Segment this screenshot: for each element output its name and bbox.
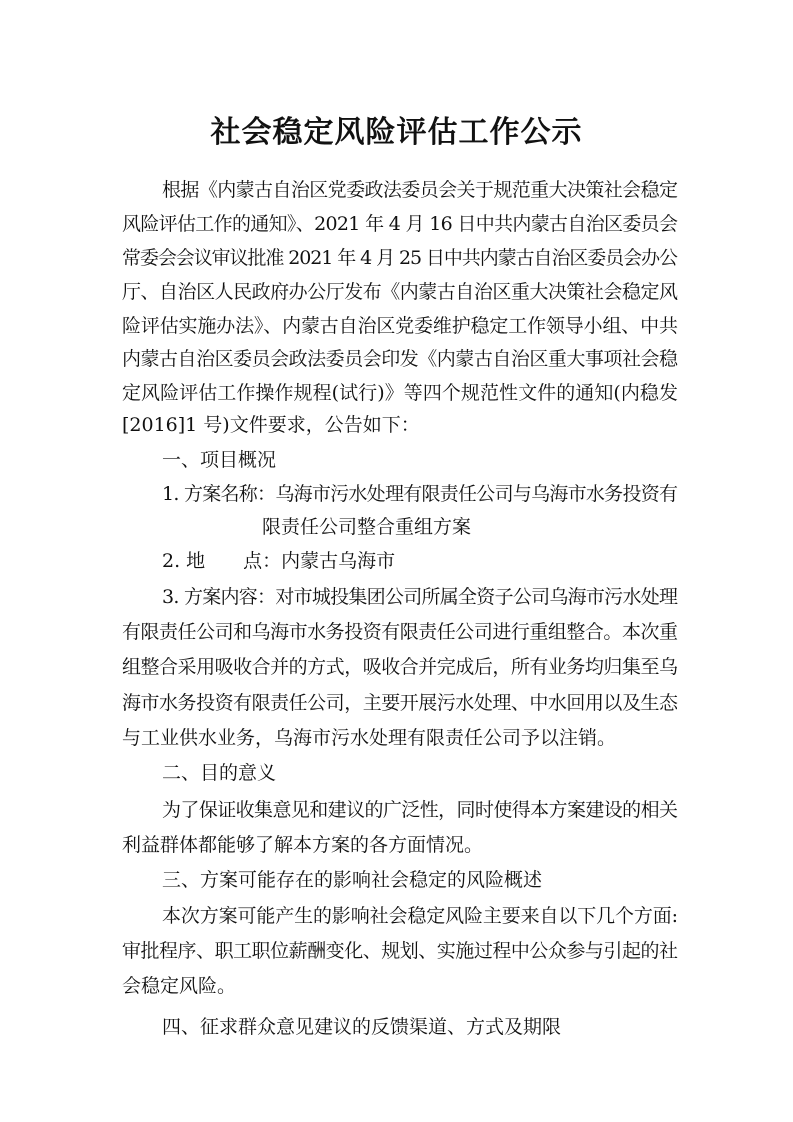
text-line: 组整合采用吸收合并的方式，吸收合并完成后，所有业务均归集至乌 xyxy=(122,656,678,678)
text-line: 内蒙古自治区委员会政法委员会印发《内蒙古自治区重大事项社会稳 xyxy=(122,348,678,370)
text-line: 常委会会议审议批准 2021 年 4 月 25 日中共内蒙古自治区委员会办公 xyxy=(122,247,677,269)
text-line: 海市水务投资有限责任公司，主要开展污水处理、中水回用以及生态 xyxy=(122,692,678,714)
text-line: 为了保证收集意见和建议的广泛性，同时使得本方案建设的相关 xyxy=(162,799,678,821)
section-heading: 二、目的意义 xyxy=(162,762,277,784)
text-line: 根据《内蒙古自治区党委政法委员会关于规范重大决策社会稳定 xyxy=(162,179,678,201)
plan-location xyxy=(162,549,395,573)
section-heading: 四、征求群众意见建议的反馈渠道、方式及期限 xyxy=(162,1016,562,1038)
text-line: 与工业供水业务，乌海市污水处理有限责任公司予以注销。 xyxy=(122,727,617,749)
page-title: 社会稳定风险评估工作公示 xyxy=(210,115,583,150)
text-line: 有限责任公司和乌海市水务投资有限责任公司进行重组整合。本次重 xyxy=(122,621,678,643)
location-label: 2. 地 点： xyxy=(162,550,282,572)
section-heading: 一、项目概况 xyxy=(162,449,277,471)
text-line: 会稳定风险。 xyxy=(122,975,237,997)
text-line: 利益群体都能够了解本方案的各方面情况。 xyxy=(122,834,484,856)
plan-name-continued: 限责任公司整合重组方案 xyxy=(262,516,472,538)
location-value: 内蒙古乌海市 xyxy=(281,550,396,572)
text-line: 本次方案可能产生的影响社会稳定风险主要来自以下几个方面: xyxy=(162,905,678,927)
text-line: [2016]1 号)文件要求，公告如下： xyxy=(122,414,420,436)
text-line: 厅、自治区人民政府办公厅发布《内蒙古自治区重大决策社会稳定风 xyxy=(122,281,678,303)
text-line: 风险评估工作的通知》、2021 年 4 月 16 日中共内蒙古自治区委员会 xyxy=(122,213,678,235)
text-line: 定风险评估工作操作规程(试行)》等四个规范性文件的通知(内稳发 xyxy=(122,382,679,404)
section-heading: 三、方案可能存在的影响社会稳定的风险概述 xyxy=(162,869,543,891)
text-line: 险评估实施办法》、内蒙古自治区党委维护稳定工作领导小组、中共 xyxy=(122,315,678,337)
text-line: 审批程序、职工职位薪酬变化、规划、实施过程中公众参与引起的社 xyxy=(122,940,678,962)
plan-name: 1. 方案名称：乌海市污水处理有限责任公司与乌海市水务投资有 xyxy=(162,483,678,505)
text-line: 3. 方案内容：对市城投集团公司所属全资子公司乌海市污水处理 xyxy=(162,586,678,608)
